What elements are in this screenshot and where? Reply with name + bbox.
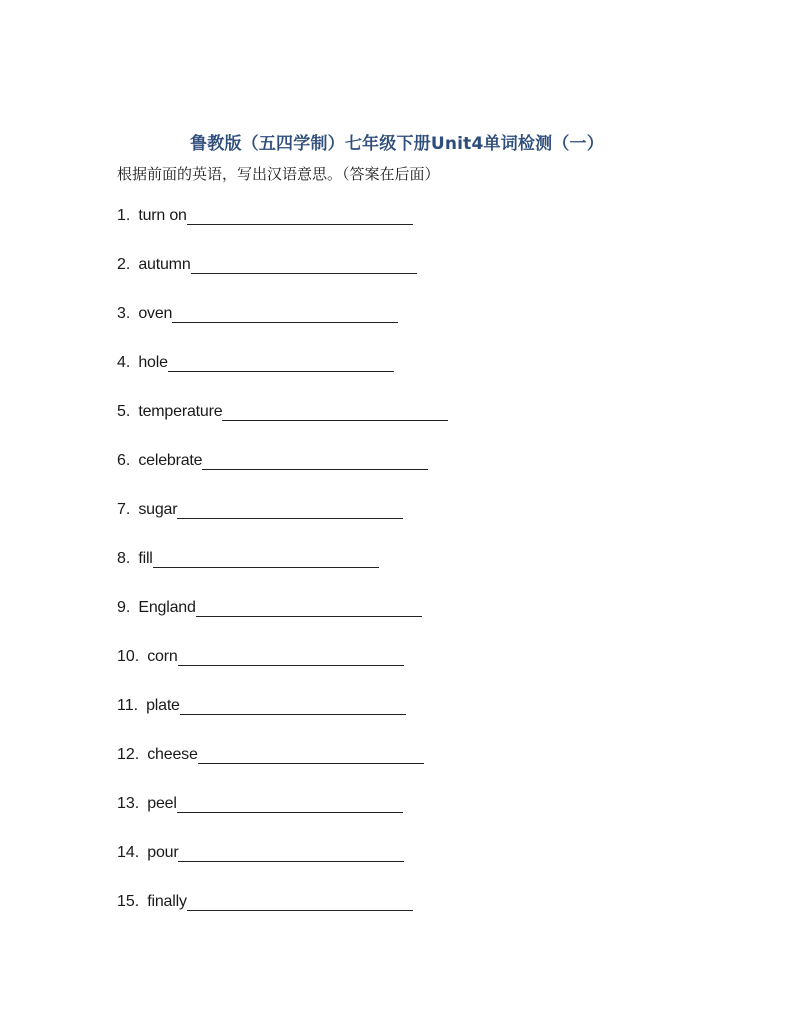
item-word: pour xyxy=(147,844,179,861)
item-number: 5. xyxy=(117,403,131,420)
item-number: 8. xyxy=(117,550,131,567)
answer-blank[interactable] xyxy=(168,352,394,372)
answer-blank[interactable] xyxy=(178,842,404,862)
answer-blank[interactable] xyxy=(187,205,413,225)
item-number: 6. xyxy=(117,452,131,469)
list-item xyxy=(117,695,448,744)
item-word: England xyxy=(138,599,196,616)
page-title: 鲁教版（五四学制）七年级下册Unit4单词检测（一） xyxy=(190,134,604,154)
item-word: oven xyxy=(138,305,173,322)
item-word: sugar xyxy=(138,501,178,518)
item-word: hole xyxy=(138,354,168,371)
answer-blank[interactable] xyxy=(172,303,398,323)
item-number: 13. xyxy=(117,795,140,812)
item-word: finally xyxy=(147,893,187,910)
list-item xyxy=(117,548,448,597)
item-word: corn xyxy=(147,648,178,665)
item-number: 1. xyxy=(117,207,131,224)
list-item xyxy=(117,450,448,499)
item-number: 15. xyxy=(117,893,140,910)
list-item xyxy=(117,352,448,401)
item-word: cheese xyxy=(147,746,198,763)
item-number: 11. xyxy=(117,697,139,714)
item-number: 3. xyxy=(117,305,131,322)
list-item xyxy=(117,793,448,842)
list-item xyxy=(117,205,448,254)
vocabulary-list xyxy=(117,205,448,940)
item-word: autumn xyxy=(138,256,191,273)
answer-blank[interactable] xyxy=(222,401,448,421)
answer-blank[interactable] xyxy=(177,499,403,519)
item-number: 10. xyxy=(117,648,140,665)
item-number: 12. xyxy=(117,746,140,763)
answer-blank[interactable] xyxy=(178,646,404,666)
item-word: celebrate xyxy=(138,452,203,469)
answer-blank[interactable] xyxy=(196,597,422,617)
instruction-text: 根据前面的英语，写出汉语意思。（答案在后面） xyxy=(117,165,440,183)
item-word: plate xyxy=(146,697,180,714)
list-item xyxy=(117,646,448,695)
list-item xyxy=(117,401,448,450)
answer-blank[interactable] xyxy=(202,450,428,470)
item-word: peel xyxy=(147,795,177,812)
list-item xyxy=(117,254,448,303)
answer-blank[interactable] xyxy=(153,548,379,568)
item-number: 2. xyxy=(117,256,131,273)
item-word: fill xyxy=(138,550,153,567)
answer-blank[interactable] xyxy=(180,695,406,715)
item-number: 4. xyxy=(117,354,131,371)
list-item xyxy=(117,499,448,548)
item-number: 14. xyxy=(117,844,140,861)
answer-blank[interactable] xyxy=(177,793,403,813)
list-item xyxy=(117,303,448,352)
list-item xyxy=(117,891,448,940)
answer-blank[interactable] xyxy=(198,744,424,764)
item-word: temperature xyxy=(138,403,223,420)
list-item xyxy=(117,744,448,793)
answer-blank[interactable] xyxy=(187,891,413,911)
list-item xyxy=(117,597,448,646)
item-word: turn on xyxy=(138,207,187,224)
answer-blank[interactable] xyxy=(191,254,417,274)
item-number: 7. xyxy=(117,501,131,518)
item-number: 9. xyxy=(117,599,131,616)
list-item xyxy=(117,842,448,891)
